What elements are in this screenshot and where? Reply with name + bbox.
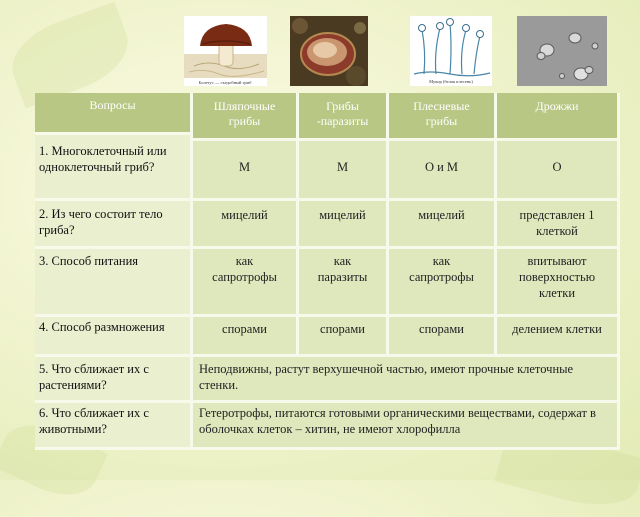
row3-cap: как сапротрофы bbox=[193, 249, 299, 317]
row3-yeast: впитывают поверхностью клетки bbox=[497, 249, 620, 317]
header-questions: Вопросы bbox=[35, 93, 193, 135]
row2-parasitic: мицелий bbox=[299, 201, 389, 249]
row4-cap: спорами bbox=[193, 317, 299, 357]
question-6: 6. Что сближает их с животными? bbox=[35, 403, 193, 450]
row3-parasitic: как паразиты bbox=[299, 249, 389, 317]
row2-mold: мицелий bbox=[389, 201, 497, 249]
yeast-cells-photo bbox=[517, 16, 607, 86]
mold-fungus-drawing bbox=[410, 16, 492, 86]
question-1: 1. Многоклеточный или одноклеточный гриб? bbox=[35, 135, 193, 201]
row4-yeast: делением клетки bbox=[497, 317, 620, 357]
cap-mushroom-caption: Болетус — съедобный гриб bbox=[198, 80, 252, 85]
question-3: 3. Способ питания bbox=[35, 249, 193, 317]
header-parasitic-fungi: Грибы -паразиты bbox=[299, 93, 389, 141]
cap-mushroom-photo bbox=[184, 16, 267, 86]
question-2: 2. Из чего состоит тело гриба? bbox=[35, 201, 193, 249]
question-4: 4. Способ размножения bbox=[35, 317, 193, 357]
row2-yeast: представлен 1 клеткой bbox=[497, 201, 620, 249]
fungi-comparison-table bbox=[35, 93, 620, 450]
row3-mold: как сапротрофы bbox=[389, 249, 497, 317]
tinder-fungus-photo bbox=[290, 16, 368, 86]
row1-mold: О и М bbox=[389, 141, 497, 201]
row6-animals-similarity: Гетеротрофы, питаются готовыми органическими веществами, содержат в оболочках клеток – хитин, не имеют хлорофилла bbox=[193, 403, 620, 450]
header-mold-fungi: Плесневые грибы bbox=[389, 93, 497, 141]
header-yeast: Дрожжи bbox=[497, 93, 620, 141]
mold-fungus-caption: Мукор (белая плесень) bbox=[429, 79, 473, 84]
header-cap-mushrooms: Шляпочные грибы bbox=[193, 93, 299, 141]
question-5: 5. Что сближает их с растениями? bbox=[35, 357, 193, 403]
row1-parasitic: М bbox=[299, 141, 389, 201]
row4-mold: спорами bbox=[389, 317, 497, 357]
row5-plants-similarity: Неподвижны, растут верхушечной частью, имеют прочные клеточные стенки. bbox=[193, 357, 620, 403]
row1-cap: М bbox=[193, 141, 299, 201]
row4-parasitic: спорами bbox=[299, 317, 389, 357]
row1-yeast: О bbox=[497, 141, 620, 201]
row2-cap: мицелий bbox=[193, 201, 299, 249]
